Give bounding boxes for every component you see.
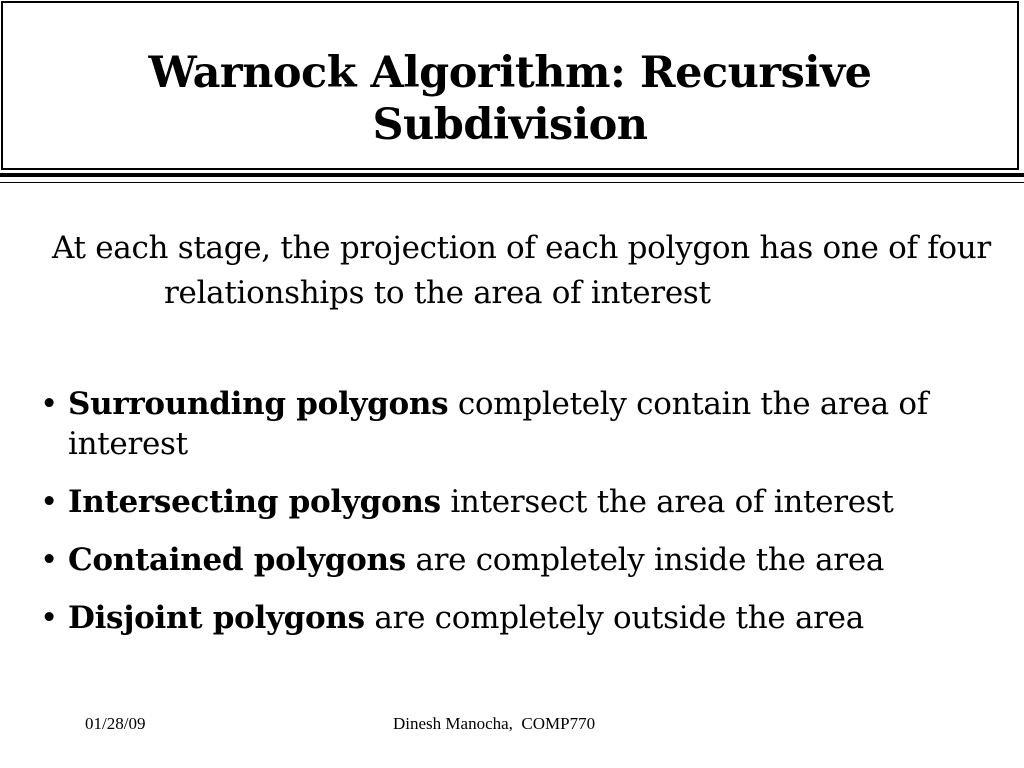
bullet-term: Contained polygons: [68, 542, 406, 578]
bullet-term: Disjoint polygons: [68, 600, 365, 636]
title-box: [1, 1, 1019, 170]
bullet-item-intersecting: [40, 482, 1000, 522]
bullet-list: [40, 384, 1000, 656]
bullet-item-contained: [40, 540, 1000, 580]
bullet-term: Intersecting polygons: [68, 484, 441, 520]
title-divider-thick: [0, 173, 1024, 177]
intro-paragraph: At each stage, the projection of each polygon has one of four relationships to the area of interest: [52, 230, 991, 311]
bullet-text: intersect the area of interest: [440, 484, 894, 520]
slide-title: [3, 47, 1017, 151]
bullet-text: are completely inside the area: [405, 542, 885, 578]
bullet-term: Surrounding polygons: [68, 386, 449, 422]
bullet-item-disjoint: [40, 598, 1000, 638]
footer-date: 01/28/09: [85, 714, 146, 733]
bullet-dot: •: [40, 542, 58, 578]
footer-author: Dinesh Manocha, COMP770: [393, 714, 596, 733]
bullet-text: are completely outside the area: [364, 600, 864, 636]
bullet-dot: •: [40, 484, 58, 520]
bullet-text: completely contain the area of interest: [68, 386, 928, 462]
bullet-item-surrounding: [40, 384, 1000, 464]
title-divider-thin: [0, 182, 1024, 183]
bullet-dot: •: [40, 386, 58, 422]
slide-title-line-1: Warnock Algorithm: Recursive: [148, 48, 872, 98]
bullet-dot: •: [40, 600, 58, 636]
slide-title-line-2: Subdivision: [372, 100, 648, 150]
